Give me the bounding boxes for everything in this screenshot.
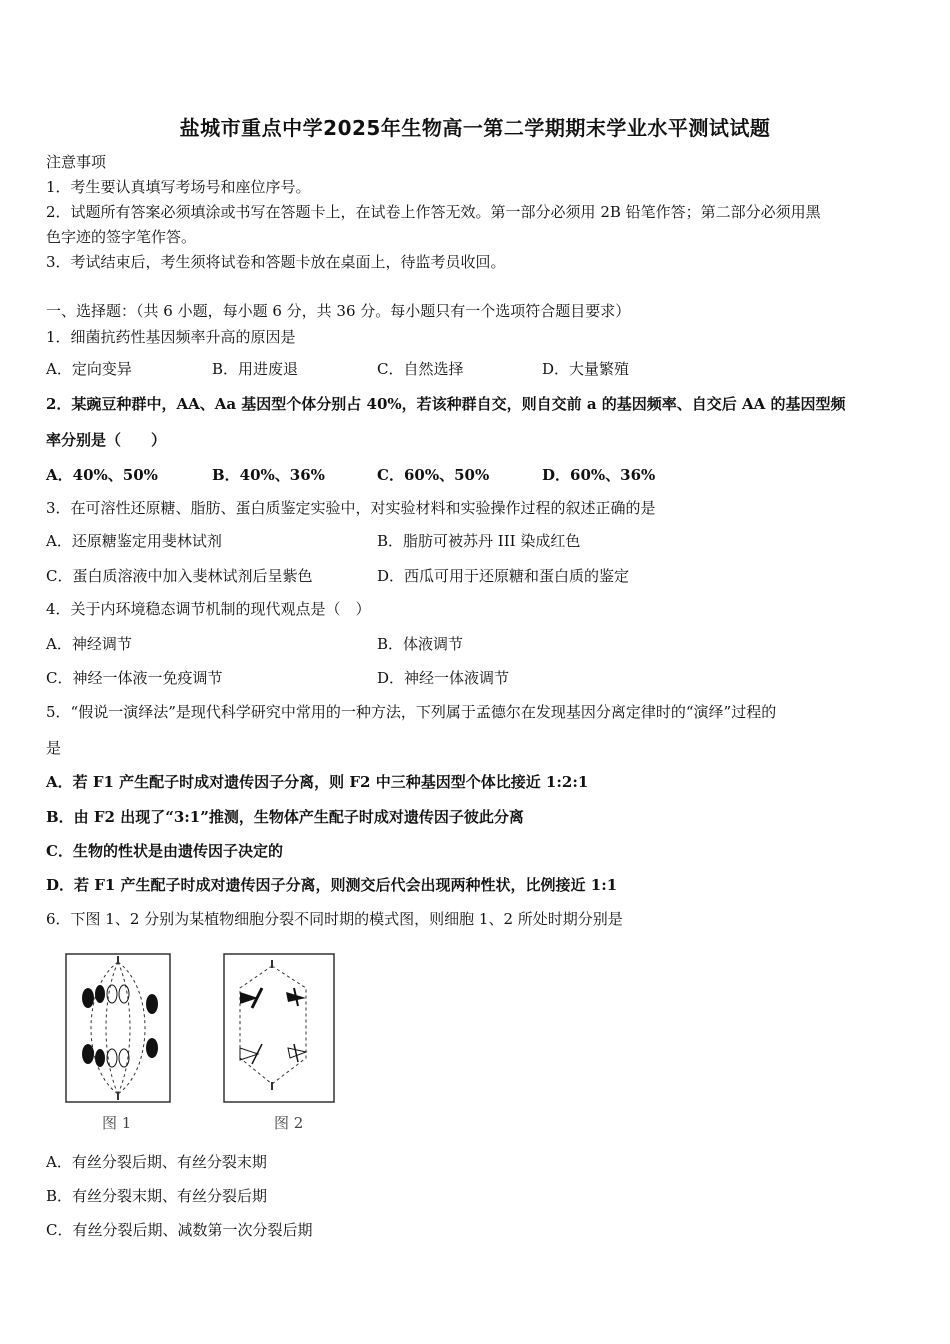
question-2-option-b: B．40%、36% <box>212 466 325 484</box>
question-6-stem: 6．下图 1、2 分别为某植物细胞分裂不同时期的模式图，则细胞 1、2 所处时期分别是 <box>46 910 623 928</box>
figure-2-label: 图 2 <box>274 1114 304 1132</box>
section-heading: 一、选择题：（共 6 小题，每小题 6 分，共 36 分。每小题只有一个选项符合题目要求） <box>46 302 631 320</box>
question-2-option-c: C．60%、50% <box>377 466 490 484</box>
question-4-option-c: C．神经一体液一免疫调节 <box>46 669 223 687</box>
question-5-option-d: D．若 F1 产生配子时成对遗传因子分离，则测交后代会出现两种性状，比例接近 1:1 <box>46 876 618 894</box>
figure-1-chromosomes <box>82 985 158 1067</box>
question-1-stem: 1．细菌抗药性基因频率升高的原因是 <box>46 328 296 346</box>
question-2-option-a: A．40%、50% <box>46 466 158 484</box>
figure-1-label: 图 1 <box>102 1114 132 1132</box>
question-4-option-b: B．体液调节 <box>377 635 464 653</box>
notice-item-2-cont: 色字迹的签字笔作答。 <box>46 228 197 246</box>
question-3-option-a: A．还原糖鉴定用斐林试剂 <box>46 532 222 550</box>
figure-2-chromosomes <box>240 988 306 1064</box>
question-2-stem-cont: 率分别是（ ） <box>46 431 167 449</box>
question-3-option-d: D．西瓜可用于还原糖和蛋白质的鉴定 <box>377 567 630 585</box>
question-1-option-a: A．定向变异 <box>46 360 132 378</box>
question-3-option-b: B．脂肪可被苏丹 III 染成红色 <box>377 532 581 550</box>
exam-title: 盐城市重点中学2025年生物高一第二学期期末学业水平测试试题 <box>179 116 771 140</box>
question-4-option-d: D．神经一体液调节 <box>377 669 510 687</box>
question-5-stem-cont: 是 <box>46 739 62 757</box>
question-5-option-a: A．若 F1 产生配子时成对遗传因子分离，则 F2 中三种基因型个体比接近 1:2:1 <box>46 773 589 791</box>
question-6-option-a: A．有丝分裂后期、有丝分裂末期 <box>46 1153 267 1171</box>
figure-1-cell <box>66 954 170 1102</box>
cell-division-diagram <box>62 948 352 1138</box>
notice-item-2: 2．试题所有答案必须填涂或书写在答题卡上，在试卷上作答无效。第一部分必须用 2B 铅笔作答；第二部分必须用黑 <box>46 203 821 221</box>
question-6-option-b: B．有丝分裂末期、有丝分裂后期 <box>46 1187 268 1205</box>
notice-item-3: 3．考试结束后，考生须将试卷和答题卡放在桌面上，待监考员收回。 <box>46 253 506 271</box>
notice-heading: 注意事项 <box>46 153 107 171</box>
question-5-option-c: C．生物的性状是由遗传因子决定的 <box>46 842 283 860</box>
question-1-option-d: D．大量繁殖 <box>542 360 630 378</box>
question-6-option-c: C．有丝分裂后期、减数第一次分裂后期 <box>46 1221 313 1239</box>
question-2-stem: 2．某豌豆种群中，AA、Aa 基因型个体分别占 40%，若该种群自交，则自交前 a 的基因频率、自交后 AA 的基因型频 <box>46 395 846 413</box>
figure-2-cell <box>224 954 334 1102</box>
notice-item-1: 1．考生要认真填写考场号和座位序号。 <box>46 178 311 196</box>
question-2-option-d: D．60%、36% <box>542 466 656 484</box>
cell-division-figure <box>62 948 352 1138</box>
question-5-option-b: B．由 F2 出现了“3:1”推测，生物体产生配子时成对遗传因子彼此分离 <box>46 808 524 826</box>
question-4-option-a: A．神经调节 <box>46 635 132 653</box>
question-4-stem: 4．关于内环境稳态调节机制的现代观点是（ ） <box>46 600 371 618</box>
question-3-stem: 3．在可溶性还原糖、脂肪、蛋白质鉴定实验中，对实验材料和实验操作过程的叙述正确的是 <box>46 499 656 517</box>
question-3-option-c: C．蛋白质溶液中加入斐林试剂后呈紫色 <box>46 567 313 585</box>
question-1-option-b: B．用进废退 <box>212 360 299 378</box>
question-5-stem: 5．“假说一演绎法”是现代科学研究中常用的一种方法，下列属于孟德尔在发现基因分离定律时的“演绎”过程的 <box>46 703 777 721</box>
question-1-option-c: C．自然选择 <box>377 360 464 378</box>
